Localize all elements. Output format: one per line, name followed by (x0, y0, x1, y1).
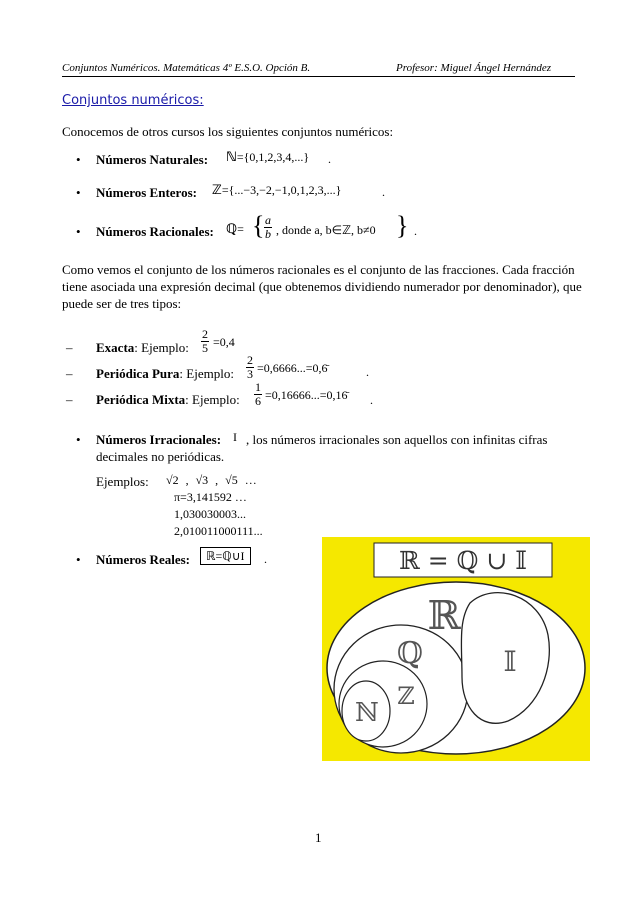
mixta-end: . (370, 393, 373, 407)
irracionales-text2: decimales no periódicas. (96, 449, 225, 464)
exacta-fraction: $\frac{2}{5}$ (202, 327, 208, 355)
diagram-caption: ℝ = ℚ ∪ 𝕀 (399, 546, 527, 575)
bullet-icon: • (76, 224, 81, 239)
reales-end: . (264, 552, 267, 566)
sets-venn-diagram (322, 537, 590, 761)
bullet-icon: • (76, 185, 81, 200)
pura-end: . (366, 365, 369, 379)
bullet-icon: • (76, 152, 81, 167)
label-z: ℤ (397, 682, 415, 710)
pura-result: =0,6666...=0,6̄ (257, 361, 328, 375)
ejemplo-pi: π=3,141592 … (174, 490, 247, 504)
pura-fraction: $\frac{2}{3}$ (247, 353, 253, 381)
header-left: Conjuntos Numéricos. Matemáticas 4º E.S.O. Opción B. (62, 62, 311, 74)
brace-right-icon: } (396, 211, 409, 240)
dash-icon: – (66, 366, 73, 381)
irracionales-label: Números Irracionales: (96, 432, 222, 447)
enteros-end: . (382, 185, 385, 199)
racionales-fraction: $\frac{a}{b}$ (265, 213, 271, 241)
enteros-symbol: ℤ (212, 183, 222, 198)
paragraph-line: Como vemos el conjunto de los números racionales es el conjunto de las fracciones. Cada fracción (62, 262, 575, 277)
header-right: Profesor: Miguel Ángel Hernández (396, 62, 552, 74)
racionales-end: . (414, 224, 417, 238)
label-q: ℚ (396, 636, 424, 671)
label-r: ℝ (427, 593, 461, 639)
racionales-symbol: ℚ (226, 222, 238, 237)
ejemplo-irracional: 1,030030003... (174, 507, 246, 521)
brace-left-icon: { (252, 211, 265, 240)
page-title: Conjuntos numéricos: (62, 93, 204, 108)
racionales-label: Números Racionales: (96, 224, 214, 239)
dash-icon: – (66, 392, 73, 407)
paragraph-line: tiene asociada una expresión decimal (que obtenemos dividiendo numerador por denominador), que (62, 279, 582, 294)
reales-expr-box (200, 549, 251, 564)
label-n: ℕ (355, 698, 379, 728)
naturales-label: Números Naturales: (96, 152, 209, 167)
paragraph-line: puede ser de tres tipos: (62, 296, 182, 311)
naturales-end: . (328, 152, 331, 166)
irracionales-symbol: I (233, 430, 237, 444)
bullet-icon: • (76, 552, 81, 567)
ejemplo-irracional: 2,010011000111... (174, 524, 263, 538)
naturales-expr: ℕ={0,1,2,3,4,...} (226, 150, 310, 165)
irracionales-text1: , los números irracionales son aquellos con infinitas cifras (246, 432, 548, 447)
naturales-symbol: ℕ (226, 150, 237, 165)
header-rule (62, 76, 575, 77)
bullet-icon: • (76, 432, 81, 447)
mixta-fraction: $\frac{1}{6}$ (255, 380, 261, 408)
enteros-expr: ℤ={...−3,−2,−1,0,1,2,3,...} (212, 183, 342, 198)
ejemplos-roots: √2 , √3 , √5 … (166, 473, 257, 487)
reales-label: Números Reales: (96, 552, 191, 567)
enteros-label: Números Enteros: (96, 185, 197, 200)
ejemplos-label: Ejemplos: (96, 474, 149, 489)
reales-expr: ℝ=ℚ∪I (200, 547, 251, 565)
page-number: 1 (315, 830, 322, 845)
label-i: 𝕀 (503, 645, 517, 678)
dash-icon: – (66, 340, 73, 355)
intro-text: Conocemos de otros cursos los siguientes conjuntos numéricos: (62, 124, 394, 139)
tipo-periodica-pura: Periódica Pura: Ejemplo: (96, 366, 234, 381)
exacta-result: =0,4 (213, 335, 235, 349)
tipo-periodica-mixta: Periódica Mixta: Ejemplo: (96, 392, 240, 407)
mixta-result: =0,16666...=0,16̄ (265, 388, 348, 402)
racionales-condition: , donde a, b∈ℤ, b≠0 (276, 223, 376, 237)
tipo-exacta: Exacta: Ejemplo: (96, 340, 189, 355)
racionales-symbol-expr: ℚ= (226, 222, 244, 237)
